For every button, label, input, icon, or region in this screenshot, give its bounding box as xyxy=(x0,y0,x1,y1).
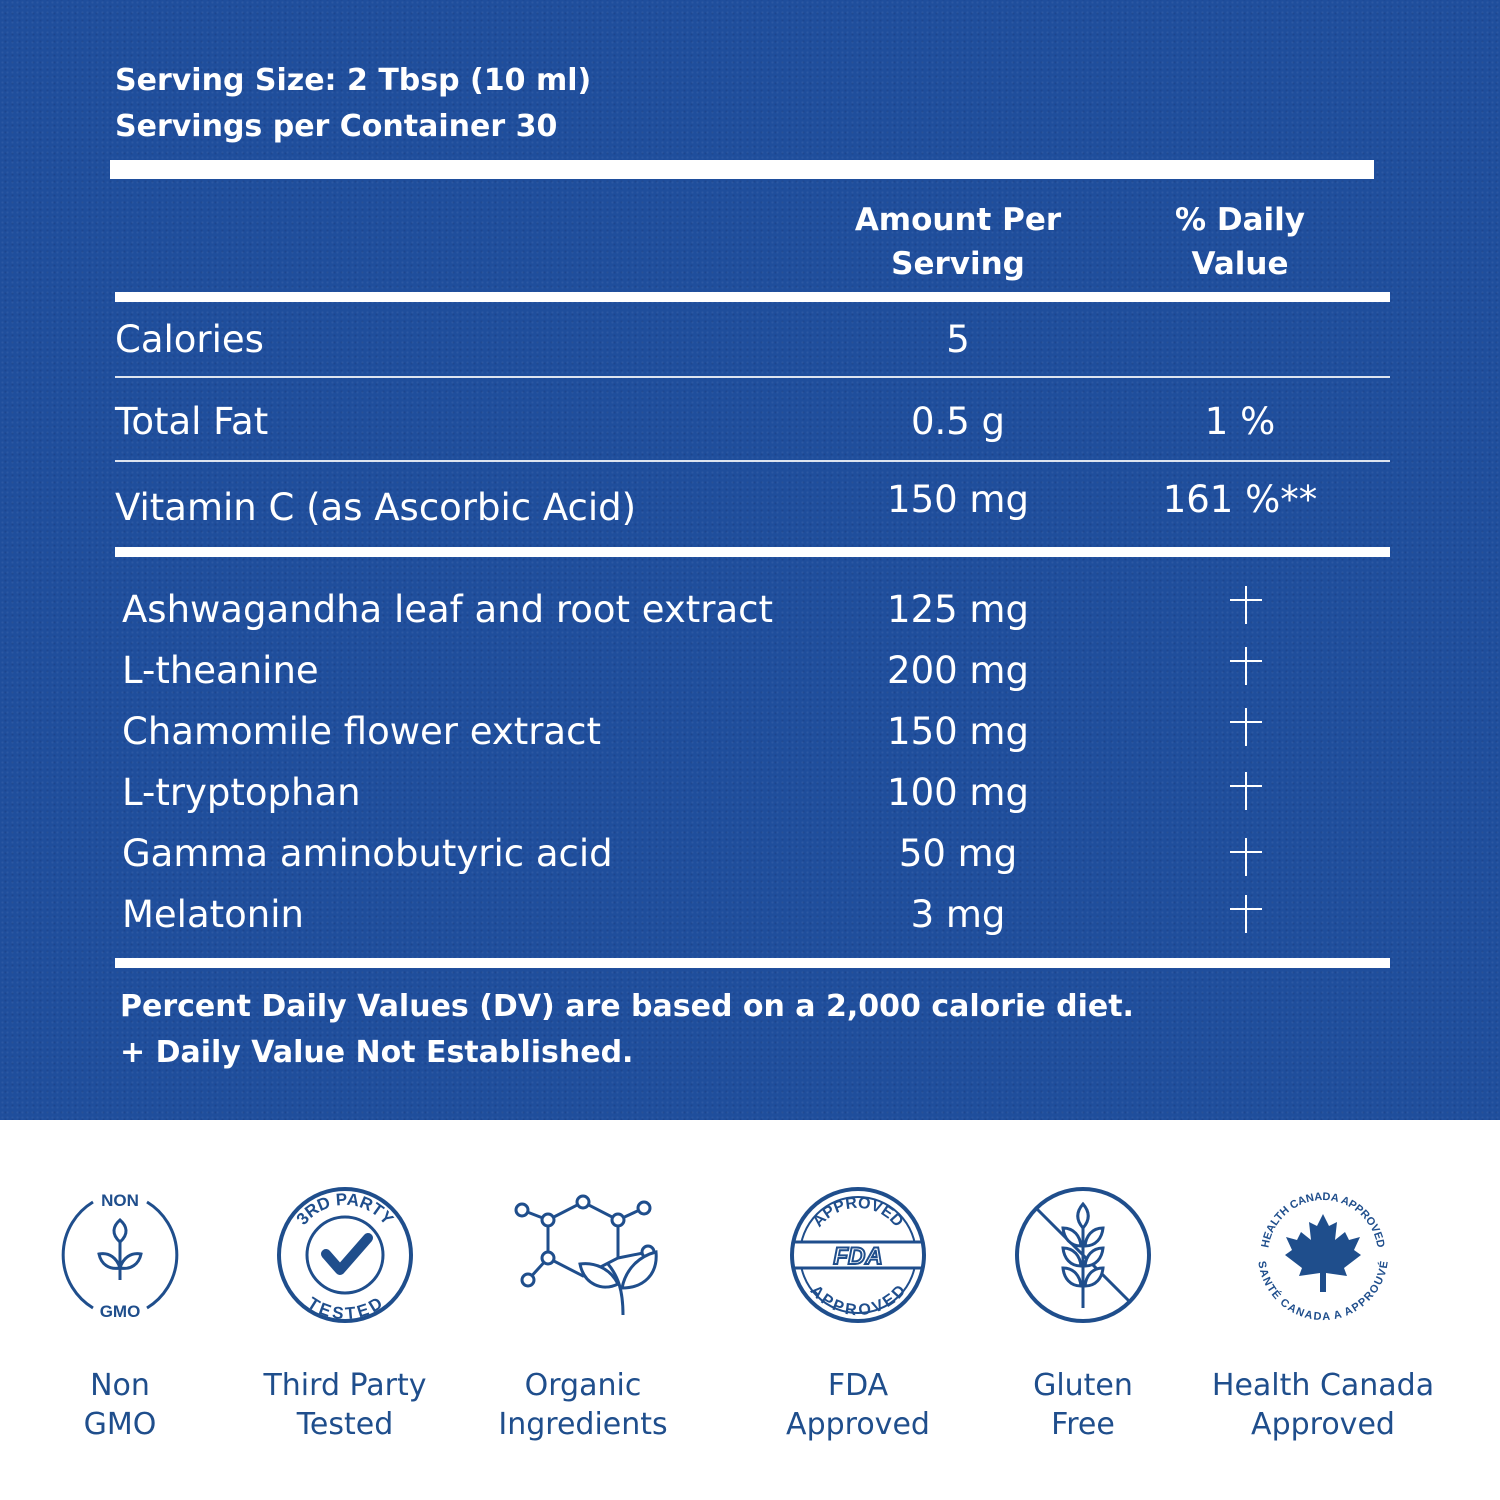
badge-label-line2: Tested xyxy=(296,1407,394,1442)
svg-text:3RD PARTY xyxy=(293,1190,398,1229)
ingredient-name-l-theanine: L-theanine xyxy=(122,649,319,692)
dv-not-established-icon xyxy=(1230,586,1262,624)
badge-label-line1: Non xyxy=(90,1368,150,1403)
badge-label-line2: Ingredients xyxy=(498,1407,668,1442)
top-thick-rule xyxy=(110,160,1374,179)
svg-text:TESTED xyxy=(304,1294,386,1324)
badge-gluten-free-label xyxy=(963,1366,1203,1444)
badge-label-line2: GMO xyxy=(83,1407,157,1442)
ingredient-amount-melatonin: 3 mg xyxy=(910,893,1006,936)
daily-value-header xyxy=(1130,198,1350,286)
badge-gluten-free xyxy=(963,1180,1203,1442)
badge-label-line2: Approved xyxy=(786,1407,930,1442)
third-party-tested-icon xyxy=(270,1180,420,1330)
footnote-dv-not-established: + Daily Value Not Established. xyxy=(120,1035,634,1070)
dv-not-established-icon xyxy=(1230,895,1262,933)
badge-organic-label xyxy=(463,1366,703,1444)
ingredient-name-gaba: Gamma aminobutyric acid xyxy=(122,832,613,875)
badge-label-line1: Gluten xyxy=(1033,1368,1133,1403)
footnote-daily-values: Percent Daily Values (DV) are based on a 2,000 calorie diet. xyxy=(120,989,1134,1024)
organic-ingredients-icon xyxy=(498,1180,668,1330)
serving-size: Serving Size: 2 Tbsp (10 ml) xyxy=(115,63,592,98)
non-gmo-icon-text-top: NON xyxy=(101,1191,139,1210)
badge-third-party-label xyxy=(225,1366,465,1444)
dv-not-established-icon xyxy=(1230,772,1262,810)
gluten-free-icon xyxy=(1008,1180,1158,1330)
health-canada-icon xyxy=(1248,1180,1398,1330)
nutrient-dv-vitamin-c: 161 %** xyxy=(1162,478,1318,521)
ingredient-name-ashwagandha: Ashwagandha leaf and root extract xyxy=(122,588,774,631)
amount-header-line1: Amount Per xyxy=(854,202,1062,238)
non-gmo-icon xyxy=(45,1180,195,1330)
third-party-icon-text-bottom: TESTED xyxy=(304,1293,386,1324)
dv-not-established-icon xyxy=(1230,647,1262,685)
badge-label-line1: FDA xyxy=(827,1368,889,1403)
badge-fda-approved xyxy=(738,1180,978,1442)
fda-icon-text-center: FDA xyxy=(833,1243,883,1270)
dv-header-line1: % Daily xyxy=(1175,202,1305,238)
badge-health-canada xyxy=(1203,1180,1443,1442)
nutrient-name-total-fat: Total Fat xyxy=(115,400,269,443)
dv-not-established-icon xyxy=(1230,708,1262,746)
ingredient-name-l-tryptophan: L-tryptophan xyxy=(122,771,361,814)
section-rule xyxy=(115,547,1390,557)
row-divider xyxy=(115,376,1390,378)
badge-non-gmo-label xyxy=(0,1366,240,1444)
badge-organic-ingredients xyxy=(463,1180,703,1442)
non-gmo-icon-text-bottom: GMO xyxy=(99,1302,141,1321)
dv-not-established-icon xyxy=(1230,838,1262,876)
badge-label-line2: Approved xyxy=(1251,1407,1395,1442)
ingredient-amount-l-tryptophan: 100 mg xyxy=(887,771,1029,814)
ingredient-name-chamomile: Chamomile flower extract xyxy=(122,710,601,753)
badge-non-gmo xyxy=(0,1180,240,1442)
row-divider xyxy=(115,460,1390,462)
nutrient-amount-calories: 5 xyxy=(946,318,970,361)
serving-info xyxy=(115,58,591,150)
ingredient-amount-l-theanine: 200 mg xyxy=(887,649,1029,692)
badge-health-canada-label xyxy=(1203,1366,1443,1444)
ingredient-name-melatonin: Melatonin xyxy=(122,893,304,936)
ingredient-amount-gaba: 50 mg xyxy=(898,832,1018,875)
ingredient-amount-ashwagandha: 125 mg xyxy=(887,588,1029,631)
third-party-icon-text-top: 3RD PARTY xyxy=(292,1189,398,1229)
footnotes xyxy=(120,984,1134,1076)
badge-label-line2: Free xyxy=(1051,1407,1115,1442)
dv-header-line2: Value xyxy=(1191,246,1289,282)
nutrient-name-vitamin-c: Vitamin C (as Ascorbic Acid) xyxy=(115,486,637,529)
health-canada-icon-text-top: HEALTH CANADA APPROVED xyxy=(1259,1190,1387,1249)
servings-per-container: Servings per Container 30 xyxy=(115,109,558,144)
fda-icon-text-top: APPROVED xyxy=(809,1194,907,1231)
nutrient-name-calories: Calories xyxy=(115,318,264,361)
fda-approved-icon xyxy=(783,1180,933,1330)
header-rule xyxy=(115,292,1390,302)
bottom-rule xyxy=(115,958,1390,968)
ingredient-amount-chamomile: 150 mg xyxy=(887,710,1029,753)
amount-per-serving-header xyxy=(830,198,1086,286)
badge-label-line1: Third Party xyxy=(263,1368,427,1403)
badge-label-line1: Organic xyxy=(524,1368,642,1403)
amount-header-line2: Serving xyxy=(891,246,1025,282)
nutrient-dv-total-fat: 1 % xyxy=(1204,400,1276,443)
nutrient-amount-vitamin-c: 150 mg xyxy=(887,478,1029,521)
fda-icon-text-bottom: APPROVED xyxy=(806,1282,910,1320)
badge-fda-label xyxy=(738,1366,978,1444)
health-canada-icon-text-bottom: SANTÉ CANADA A APPROUVÉ xyxy=(1255,1260,1391,1324)
badge-third-party-tested xyxy=(225,1180,465,1442)
nutrient-amount-total-fat: 0.5 g xyxy=(910,400,1006,443)
badge-label-line1: Health Canada xyxy=(1211,1368,1435,1403)
